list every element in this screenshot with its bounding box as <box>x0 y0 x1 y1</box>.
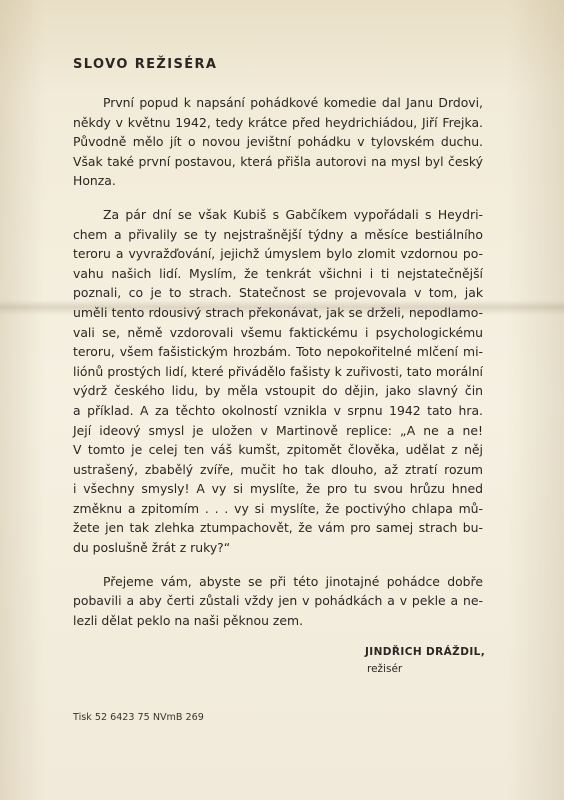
signature-name: JINDŘICH DRÁŽDIL, <box>365 646 486 658</box>
paragraph-2 <box>73 205 483 558</box>
paragraph-3 <box>73 572 483 631</box>
text-line: lezli dělat peklo na naši pěknou zem. <box>73 612 304 628</box>
text-line: Přejeme vám, abyste se při této jinotajné pohádce dobře <box>103 573 483 589</box>
document-heading: SLOVO REŽISÉRA <box>73 57 218 72</box>
text-line: Však také první postavou, která přišla autorovi na mysl byl český <box>73 153 483 169</box>
text-line: teroru a vyvražďování, jejichž úmyslem bylo zlomit vzdornou po- <box>73 246 483 262</box>
text-line: změknu a zpitomím . . . vy si myslíte, že poctivýho chlapa mů- <box>73 500 483 516</box>
text-line: liónů prostých lidí, které přivádělo fašisty k zuřivosti, tato morální <box>73 363 483 379</box>
text-line: žete jen tak zlehka ztumpachovět, že vám pro samej strach bu- <box>73 520 483 536</box>
print-code: Tisk 52 6423 75 NVmB 269 <box>73 712 204 723</box>
text-line: Za pár dní se však Kubiš s Gabčíkem vypořádali s Heydri- <box>103 206 483 222</box>
text-line: i všechny smysly! A vy si myslíte, že pro tu svou hrůzu hned <box>73 481 483 497</box>
text-line: a příklad. A za těchto okolností vznikla v srpnu 1942 tato hra. <box>73 402 483 418</box>
document-body <box>73 93 483 644</box>
signature-role: režisér <box>367 663 403 675</box>
text-line: V tomto je celej ten váš kumšt, zpitomět člověka, udělat z něj <box>73 442 483 458</box>
text-line: Původně mělo jít o novou jevištní pohádku v tylovském duchu. <box>73 134 483 150</box>
paragraph-1 <box>73 93 483 191</box>
text-line: ustrašený, zbabělý zvíře, mučit ho tak dlouho, až ztratí rozum <box>73 461 483 477</box>
text-line: uměli tento rdousivý strach překonávat, jak se drželi, nepodlamo- <box>73 304 483 320</box>
text-line: poznali, co je to strach. Statečnost se projevovala v tom, jak <box>73 285 483 301</box>
text-line: Honza. <box>73 173 116 189</box>
text-line: Její ideový smysl je uložen v Martinově replice: „A ne a ne! <box>73 422 483 438</box>
text-line: někdy v květnu 1942, tedy krátce před heydrichiádou, Jiří Frejka. <box>73 114 483 130</box>
text-line: du poslušně žrát z ruky?“ <box>73 540 231 556</box>
text-line: První popud k napsání pohádkové komedie dal Janu Drdovi, <box>103 95 483 110</box>
text-line: teroru, všem fašistickým hrozbám. Toto nepokořitelné mlčení mi- <box>73 344 483 360</box>
text-line: vali se, němě vzdorovali všemu faktickému i psychologickému <box>73 324 483 340</box>
text-line: pobavili a aby čerti zůstali vždy jen v pohádkách a v pekle a ne- <box>73 593 483 609</box>
text-line: výdrž českého lidu, by měla vstoupit do dějin, jako slavný čin <box>73 383 483 399</box>
text-line: vahu našich lidí. Myslím, že tenkrát všichni i ti nejstatečnější <box>73 265 483 281</box>
text-line: chem a přivalily se ty nejstrašnější týdny a měsíce bestiálního <box>73 226 483 242</box>
